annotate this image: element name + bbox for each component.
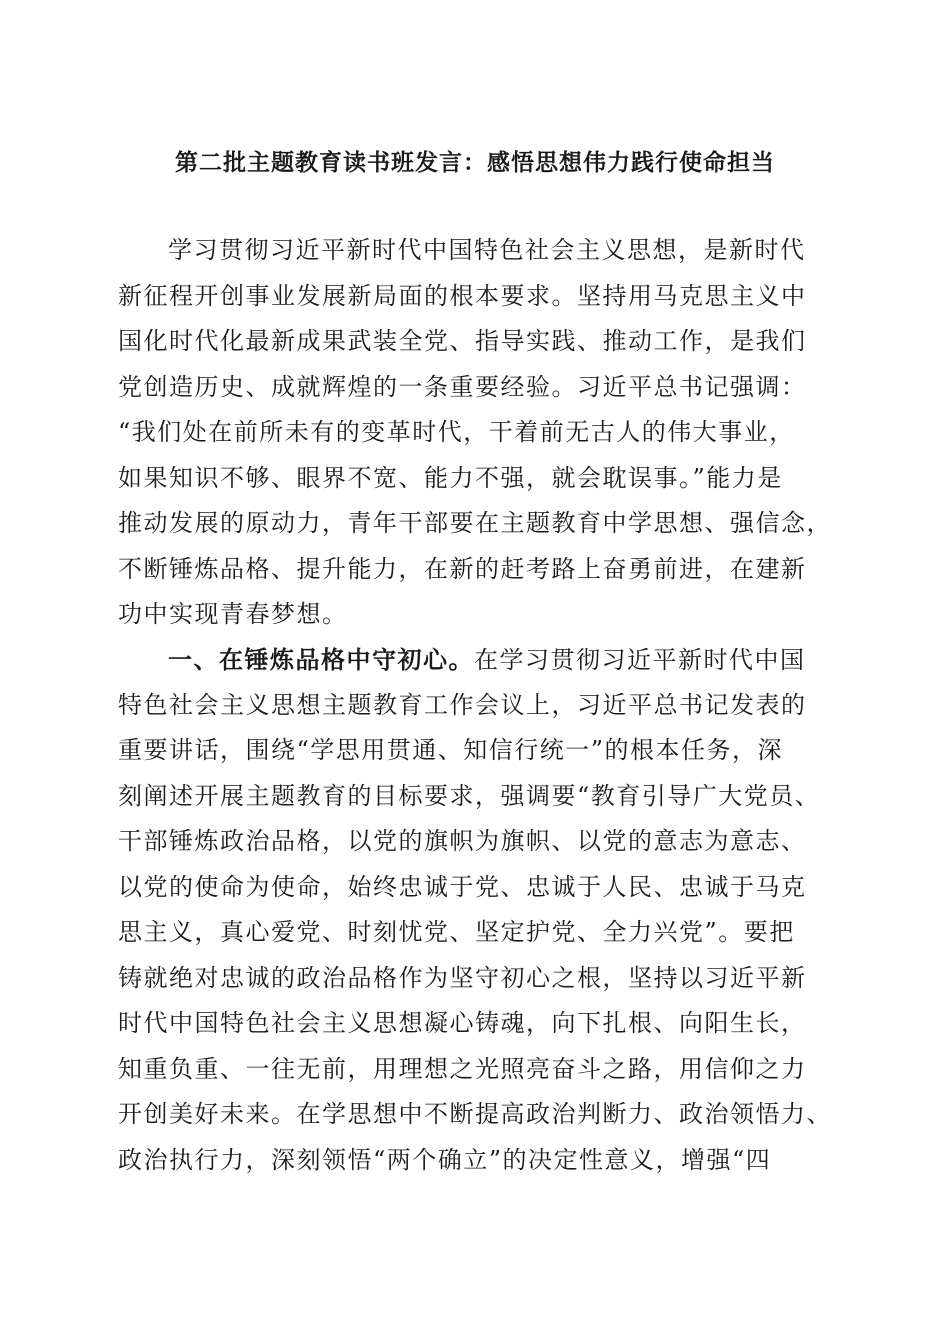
section-heading-continuation: 在学习贯彻习近平新时代中国 (474, 646, 806, 674)
paragraph-line: 政治执行力，深刻领悟“两个确立”的决定性意义，增强“四 (118, 1145, 772, 1174)
paragraph-line: 特色社会主义思想主题教育工作会议上，习近平总书记发表的 (118, 690, 807, 719)
paragraph-line: 新征程开创事业发展新局面的根本要求。坚持用马克思主义中 (118, 281, 807, 310)
paragraph-line: “我们处在前所未有的变革时代，干着前无古人的伟大事业， (118, 418, 795, 446)
paragraph-line: 学习贯彻习近平新时代中国特色社会主义思想，是新时代 (168, 236, 806, 264)
paragraph-line: 时代中国特色社会主义思想凝心铸魂，向下扎根、向阳生长， (118, 1009, 807, 1037)
paragraph-intro (118, 228, 832, 638)
document-title: 第二批主题教育读书班发言：感悟思想伟力践行使命担当 (175, 149, 775, 176)
paragraph-line: 知重负重、一往无前，用理想之光照亮奋斗之路，用信仰之力 (118, 1054, 807, 1083)
paragraph-line: 铸就绝对忠诚的政治品格作为坚守初心之根，坚持以习近平新 (118, 963, 807, 992)
paragraph-line: 干部锤炼政治品格，以党的旗帜为旗帜、以党的意志为意志、 (118, 827, 807, 855)
paragraph-line: 功中实现青春梦想。 (118, 600, 348, 628)
paragraph-line: 开创美好未来。在学思想中不断提高政治判断力、政治领悟力、 (118, 1100, 832, 1128)
paragraph-line: 以党的使命为使命，始终忠诚于党、忠诚于人民、忠诚于马克 (118, 872, 807, 901)
section-heading: 一、在锤炼品格中守初心。 (168, 645, 474, 674)
paragraph-line: 如果知识不够、眼界不宽、能力不强，就会耽误事。”能力是 (118, 463, 783, 492)
section-1 (118, 637, 832, 1183)
paragraph-line: 重要讲话，围绕“学思用贯通、知信行统一”的根本任务，深 (118, 736, 784, 764)
paragraph-line: 刻阐述开展主题教育的目标要求，强调要“教育引导广大党员、 (118, 781, 821, 810)
paragraph-line: 国化时代化最新成果武装全党、指导实践、推动工作，是我们 (118, 327, 807, 355)
paragraph-line: 推动发展的原动力，青年干部要在主题教育中学思想、强信念， (118, 509, 832, 537)
paragraph-line: 不断锤炼品格、提升能力，在新的赶考路上奋勇前进，在建新 (118, 554, 807, 583)
paragraph-line: 党创造历史、成就辉煌的一条重要经验。习近平总书记强调： (118, 372, 807, 401)
section-first-line (118, 637, 832, 683)
paragraph-line: 思主义，真心爱党、时刻忧党、坚定护党、全力兴党”。要把 (118, 918, 795, 946)
